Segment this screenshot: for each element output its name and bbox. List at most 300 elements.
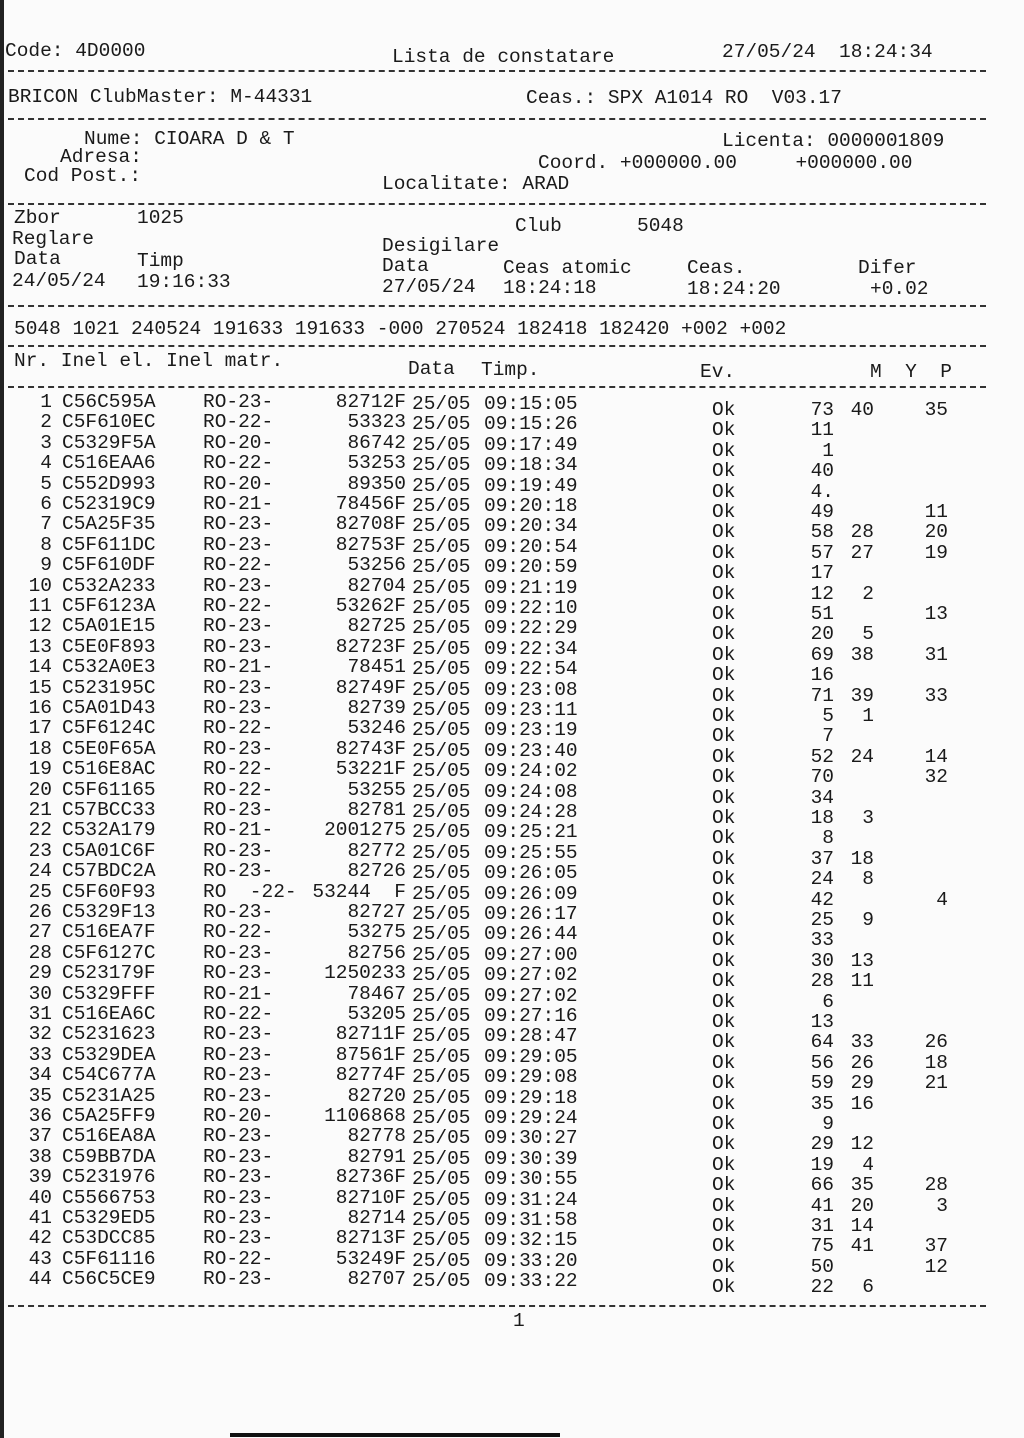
ring-prefix: RO-23- (203, 533, 274, 556)
value-m: 12 (810, 582, 834, 605)
ring-prefix: RO-23- (203, 839, 274, 862)
ring-prefix: RO-22- (203, 411, 274, 434)
ring-prefix: RO-23- (203, 1064, 274, 1087)
arrival-date: 25/05 (412, 1209, 471, 1231)
arrival-time: 09:22:29 (484, 617, 578, 640)
value-m: 5 (822, 705, 834, 727)
value-m: 18 (810, 807, 834, 829)
ring-prefix: RO-23- (203, 1166, 274, 1189)
value-m: 66 (810, 1174, 834, 1197)
arrival-date: 25/05 (412, 617, 471, 640)
ring-serial: 53323 (347, 411, 406, 434)
table-row (0, 962, 1000, 993)
ring-electronic: C53DCC85 (62, 1227, 156, 1250)
value-m: 52 (810, 745, 834, 768)
flight-number: 1025 (137, 207, 184, 229)
event: Ok (712, 807, 736, 829)
arrival-date: 25/05 (412, 1025, 471, 1048)
value-m: 75 (810, 1235, 834, 1258)
value-m: 11 (810, 419, 834, 442)
locality: Localitate: ARAD (382, 173, 570, 195)
row-number: 42 (28, 1227, 52, 1250)
ring-serial: 82749F (335, 676, 406, 699)
arrival-date: 25/05 (412, 597, 471, 619)
value-y: 27 (850, 541, 874, 564)
col-date: Data (408, 358, 455, 380)
table-row (0, 819, 1000, 850)
value-y: 39 (850, 684, 874, 707)
ring-serial: 82720 (347, 1084, 406, 1107)
ring-electronic: C532A0E3 (62, 656, 156, 679)
ring-electronic: C56C5CE9 (62, 1268, 156, 1291)
value-p: 13 (924, 603, 948, 625)
arrival-date: 25/05 (412, 862, 471, 885)
table-row (0, 391, 1000, 421)
value-y: 40 (850, 399, 874, 421)
value-y: 16 (850, 1092, 874, 1115)
value-p: 32 (924, 766, 948, 789)
value-y: 12 (850, 1133, 874, 1156)
ring-prefix: RO-21- (203, 656, 274, 679)
code: Code: 4D0000 (5, 40, 146, 62)
license: Licenta: 0000001809 (722, 130, 945, 152)
value-p: 19 (924, 541, 948, 564)
arrival-time: 09:32:15 (484, 1229, 578, 1252)
ring-prefix: RO-23- (203, 1145, 274, 1168)
event: Ok (712, 603, 736, 625)
table-row (0, 941, 1000, 972)
event: Ok (712, 1153, 736, 1176)
row-number: 20 (28, 778, 52, 801)
event: Ok (712, 439, 736, 462)
ring-serial: 1250233 (324, 962, 406, 985)
arrival-time: 09:20:59 (484, 556, 578, 579)
ring-serial: 82708F (335, 513, 406, 536)
table-row (0, 1166, 1000, 1197)
value-y: 4 (862, 1153, 874, 1176)
atomic-clock-time: 18:24:18 (503, 277, 597, 299)
ring-electronic: C5F60F93 (62, 880, 156, 903)
table-row (0, 1084, 1000, 1115)
divider (8, 305, 986, 307)
divider (8, 386, 986, 388)
divider (8, 1305, 986, 1307)
value-p: 37 (924, 1235, 948, 1258)
value-y: 14 (850, 1215, 874, 1237)
table-row (0, 1247, 1000, 1278)
event: Ok (712, 1011, 736, 1033)
event: Ok (712, 888, 736, 911)
ring-electronic: C57BDC2A (62, 860, 156, 883)
ring-serial: 53221F (335, 758, 406, 781)
row-number: 3 (40, 431, 52, 454)
arrival-date: 25/05 (412, 556, 471, 579)
ring-electronic: C523179F (62, 962, 156, 985)
owner-name: Nume: CIOARA D & T (84, 128, 295, 150)
arrival-date: 25/05 (412, 1005, 471, 1027)
row-number: 23 (28, 839, 52, 862)
clock-label: Ceas. (687, 257, 746, 279)
table-row (0, 982, 1000, 1013)
ring-electronic: C5F61165 (62, 778, 156, 801)
row-number: 40 (28, 1186, 52, 1209)
value-p: 12 (924, 1255, 948, 1278)
arrival-time: 09:30:27 (484, 1127, 578, 1150)
table-row (0, 493, 1000, 523)
ring-prefix: RO-23- (203, 1207, 274, 1229)
event: Ok (712, 1235, 736, 1258)
arrival-time: 09:22:10 (484, 597, 578, 619)
ring-serial: 82723F (335, 635, 406, 658)
arrival-time: 09:22:54 (484, 658, 578, 681)
arrival-time: 09:23:40 (484, 739, 578, 762)
event: Ok (712, 623, 736, 646)
ring-electronic: C54C677A (62, 1064, 156, 1087)
page-number: 1 (513, 1310, 525, 1332)
ring-electronic: C523195C (62, 676, 156, 699)
event: Ok (712, 929, 736, 952)
table-row (0, 1125, 1000, 1156)
ring-electronic: C5566753 (62, 1186, 156, 1209)
ring-serial: 1106868 (324, 1105, 406, 1127)
table-row (0, 513, 1000, 544)
value-m: 33 (810, 929, 834, 952)
ring-serial: 82772 (347, 839, 406, 862)
row-number: 39 (28, 1166, 52, 1189)
ring-serial: 82710F (335, 1186, 406, 1209)
arrival-time: 09:29:24 (484, 1107, 578, 1129)
ring-electronic: C5231A25 (62, 1084, 156, 1107)
ring-prefix: RO-22- (203, 921, 274, 944)
value-m: 70 (810, 766, 834, 789)
ring-prefix: RO-23- (203, 737, 274, 760)
ring-prefix: RO-21- (203, 493, 274, 515)
event: Ok (712, 847, 736, 870)
ring-prefix: RO-22- (203, 1003, 274, 1025)
event: Ok (712, 501, 736, 523)
ring-electronic: C5A01D43 (62, 697, 156, 719)
value-y: 6 (862, 1276, 874, 1299)
ring-prefix: RO-20- (203, 1105, 274, 1127)
arrival-date: 25/05 (412, 760, 471, 783)
row-number: 28 (28, 941, 52, 964)
table-row (0, 1186, 1000, 1217)
arrival-date: 25/05 (412, 433, 471, 456)
ring-electronic: C5F61116 (62, 1247, 156, 1270)
table-row (0, 635, 1000, 666)
row-number: 6 (40, 493, 52, 515)
ring-electronic: C5329F13 (62, 901, 156, 923)
ring-prefix: RO-23- (203, 941, 274, 964)
row-number: 33 (28, 1043, 52, 1066)
arrival-time: 09:29:08 (484, 1066, 578, 1089)
arrival-date: 25/05 (412, 1045, 471, 1068)
table-row (0, 860, 1000, 891)
arrival-date: 25/05 (412, 719, 471, 742)
table-row (0, 880, 1000, 911)
club-number: 5048 (637, 215, 684, 237)
arrival-date: 25/05 (412, 964, 471, 987)
setting-date: 24/05/24 (12, 270, 106, 292)
value-p: 33 (924, 684, 948, 707)
value-y: 20 (850, 1194, 874, 1217)
arrival-time: 09:24:02 (484, 760, 578, 783)
ring-prefix: RO-23- (203, 1186, 274, 1209)
value-y: 26 (850, 1051, 874, 1074)
ring-prefix: RO-22- (203, 452, 274, 475)
row-number: 34 (28, 1064, 52, 1087)
date-label: Data (14, 248, 61, 270)
arrival-date: 25/05 (412, 658, 471, 681)
divider (8, 345, 986, 347)
row-number: 1 (40, 391, 52, 413)
ring-electronic: C532A233 (62, 574, 156, 597)
value-m: 22 (810, 1276, 834, 1299)
event: Ok (712, 664, 736, 687)
value-y: 13 (850, 949, 874, 972)
arrival-time: 09:23:11 (484, 699, 578, 721)
arrival-date: 25/05 (412, 454, 471, 477)
ring-electronic: C5A01E15 (62, 615, 156, 638)
value-m: 57 (810, 541, 834, 564)
arrival-date: 25/05 (412, 984, 471, 1007)
event: Ok (712, 745, 736, 768)
table-row (0, 1003, 1000, 1033)
event: Ok (712, 990, 736, 1013)
ring-prefix: RO-23- (203, 901, 274, 923)
ring-electronic: C5F611DC (62, 533, 156, 556)
row-number: 29 (28, 962, 52, 985)
ring-serial: 82712F (335, 391, 406, 413)
difference-label: Difer (858, 257, 917, 279)
value-y: 11 (850, 970, 874, 993)
value-m: 16 (810, 664, 834, 687)
arrival-time: 09:24:28 (484, 801, 578, 823)
value-m: 29 (810, 1133, 834, 1156)
value-p: 28 (924, 1174, 948, 1197)
row-number: 43 (28, 1247, 52, 1270)
value-p: 26 (924, 1031, 948, 1054)
row-number: 13 (28, 635, 52, 658)
value-m: 8 (822, 827, 834, 850)
value-m: 17 (810, 562, 834, 585)
print-datetime: 27/05/24 18:24:34 (722, 41, 933, 63)
ring-electronic: C5F6124C (62, 717, 156, 740)
event: Ok (712, 419, 736, 442)
arrival-time: 09:29:05 (484, 1045, 578, 1068)
ring-prefix: RO-23- (203, 1268, 274, 1291)
event: Ok (712, 725, 736, 748)
arrival-date: 25/05 (412, 821, 471, 844)
value-p: 4 (936, 888, 948, 911)
row-number: 14 (28, 656, 52, 679)
value-p: 3 (936, 1194, 948, 1217)
value-p: 11 (924, 501, 948, 523)
event: Ok (712, 399, 736, 421)
arrival-date: 25/05 (412, 515, 471, 538)
value-y: 9 (862, 909, 874, 931)
arrival-time: 09:27:02 (484, 984, 578, 1007)
ring-serial: 53253 (347, 452, 406, 475)
ring-serial: 53249F (335, 1247, 406, 1270)
table-row (0, 676, 1000, 707)
unseal-date: 27/05/24 (382, 276, 476, 298)
ring-prefix: RO-23- (203, 513, 274, 536)
row-number: 19 (28, 758, 52, 781)
arrival-date: 25/05 (412, 780, 471, 803)
row-number: 44 (28, 1268, 52, 1291)
ring-serial: 2001275 (324, 819, 406, 842)
ring-prefix: RO-23- (203, 635, 274, 658)
ring-prefix: RO-22- (203, 758, 274, 781)
arrival-date: 25/05 (412, 1188, 471, 1211)
value-m: 9 (822, 1113, 834, 1135)
divider (8, 118, 986, 120)
arrival-time: 09:27:16 (484, 1005, 578, 1027)
ring-prefix: RO-23- (203, 391, 274, 413)
ring-serial: 82714 (347, 1207, 406, 1229)
row-number: 26 (28, 901, 52, 923)
value-y: 41 (850, 1235, 874, 1258)
event: Ok (712, 1133, 736, 1156)
value-y: 5 (862, 623, 874, 646)
coordinates: Coord. +000000.00 +000000.00 (538, 152, 913, 174)
value-m: 41 (810, 1194, 834, 1217)
event: Ok (712, 643, 736, 666)
value-m: 4. (810, 480, 834, 503)
event: Ok (712, 480, 736, 503)
unseal-date-label: Data (382, 255, 429, 277)
event: Ok (712, 786, 736, 809)
table-row (0, 452, 1000, 483)
ring-serial: 82791 (347, 1145, 406, 1168)
ring-serial: 78451 (347, 656, 406, 679)
value-m: 51 (810, 603, 834, 625)
arrival-date: 25/05 (412, 393, 471, 415)
document-title: Lista de constatare (392, 46, 615, 68)
ring-prefix: RO-20- (203, 431, 274, 454)
arrival-time: 09:15:26 (484, 413, 578, 436)
arrival-time: 09:20:34 (484, 515, 578, 538)
setting-time: 19:16:33 (137, 271, 231, 293)
row-number: 7 (40, 513, 52, 536)
ring-prefix: RO-23- (203, 615, 274, 638)
value-y: 1 (862, 705, 874, 727)
ring-electronic: C5F6127C (62, 941, 156, 964)
table-row (0, 533, 1000, 564)
arrival-time: 09:33:20 (484, 1249, 578, 1272)
event: Ok (712, 705, 736, 727)
ring-electronic: C5329F5A (62, 431, 156, 454)
ring-prefix: RO-23- (203, 574, 274, 597)
table-row (0, 839, 1000, 870)
value-m: 56 (810, 1051, 834, 1074)
event: Ok (712, 1255, 736, 1278)
row-number: 41 (28, 1207, 52, 1229)
table-row (0, 656, 1000, 687)
arrival-time: 09:25:55 (484, 841, 578, 864)
ring-electronic: C52319C9 (62, 493, 156, 515)
ring-serial: 82736F (335, 1166, 406, 1189)
table-row (0, 431, 1000, 462)
ring-prefix: RO-23- (203, 1125, 274, 1148)
value-m: 13 (810, 1011, 834, 1033)
ring-serial: 82726 (347, 860, 406, 883)
ring-electronic: C516E8AC (62, 758, 156, 781)
value-m: 6 (822, 990, 834, 1013)
clock-info: Ceas.: SPX A1014 RO V03.17 (526, 87, 842, 109)
arrival-date: 25/05 (412, 1168, 471, 1191)
ring-serial: 82778 (347, 1125, 406, 1148)
ring-electronic: C59BB7DA (62, 1145, 156, 1168)
value-m: 69 (810, 643, 834, 666)
ring-serial: 87561F (335, 1043, 406, 1066)
value-y: 35 (850, 1174, 874, 1197)
ring-electronic: C56C595A (62, 391, 156, 413)
col-event: Ev. (700, 361, 736, 383)
arrival-date: 25/05 (412, 1147, 471, 1170)
event: Ok (712, 1276, 736, 1299)
value-m: 59 (810, 1072, 834, 1095)
row-number: 15 (28, 676, 52, 699)
ring-serial: 82707 (347, 1268, 406, 1291)
event: Ok (712, 684, 736, 707)
arrival-date: 25/05 (412, 495, 471, 517)
value-m: 49 (810, 501, 834, 523)
arrival-time: 09:29:18 (484, 1086, 578, 1109)
value-m: 34 (810, 786, 834, 809)
clock-time: 18:24:20 (687, 278, 781, 300)
event: Ok (712, 582, 736, 605)
value-m: 30 (810, 949, 834, 972)
table-row (0, 554, 1000, 585)
arrival-date: 25/05 (412, 474, 471, 497)
arrival-time: 09:24:08 (484, 780, 578, 803)
arrival-time: 09:27:00 (484, 943, 578, 966)
ring-electronic: C5F610DF (62, 554, 156, 577)
value-y: 8 (862, 868, 874, 891)
table-row (0, 737, 1000, 768)
row-number: 31 (28, 1003, 52, 1025)
arrival-time: 09:21:19 (484, 576, 578, 599)
value-y: 28 (850, 521, 874, 544)
arrival-date: 25/05 (412, 413, 471, 436)
ring-serial: 82711F (335, 1023, 406, 1046)
arrival-date: 25/05 (412, 739, 471, 762)
table-row (0, 1043, 1000, 1074)
ring-electronic: C5A01C6F (62, 839, 156, 862)
row-number: 32 (28, 1023, 52, 1046)
ring-serial: 82713F (335, 1227, 406, 1250)
arrival-time: 09:26:05 (484, 862, 578, 885)
arrival-time: 09:23:19 (484, 719, 578, 742)
table-row (0, 1064, 1000, 1095)
row-number: 12 (28, 615, 52, 638)
value-m: 28 (810, 970, 834, 993)
table-row (0, 1207, 1000, 1237)
arrival-time: 09:17:49 (484, 433, 578, 456)
event: Ok (712, 541, 736, 564)
ring-electronic: C5329DEA (62, 1043, 156, 1066)
event: Ok (712, 1194, 736, 1217)
table-row (0, 411, 1000, 442)
row-number: 21 (28, 799, 52, 821)
table-row (0, 1023, 1000, 1054)
ring-prefix: RO-23- (203, 962, 274, 985)
difference: +0.02 (870, 278, 929, 300)
arrival-time: 09:31:58 (484, 1209, 578, 1231)
value-p: 14 (924, 745, 948, 768)
